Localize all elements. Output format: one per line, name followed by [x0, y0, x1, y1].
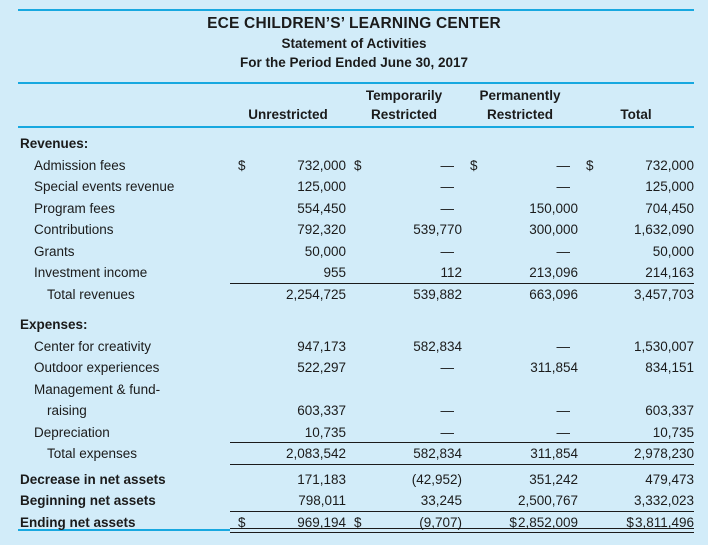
row-value-unrestricted: 554,450: [297, 200, 346, 216]
expenses-heading: Expenses:: [20, 317, 88, 332]
row-value-permanently-restricted: 663,096: [529, 286, 578, 302]
row-value-temporarily-restricted: —: [440, 179, 454, 194]
row-value-total: 2,978,230: [578, 443, 694, 465]
row-value-unrestricted: 2,083,542: [230, 443, 346, 465]
row-value-unrestricted: 50,000: [304, 243, 346, 259]
row-value-unrestricted: 947,173: [297, 338, 346, 354]
table-row: [18, 422, 694, 444]
table-row: [18, 262, 694, 284]
row-value-total: 3,457,703: [633, 286, 694, 302]
spacer-row: [18, 305, 694, 314]
financial-table: [18, 86, 694, 533]
row-value-temporarily-restricted: —: [440, 200, 454, 216]
row-label: Decrease in net assets: [20, 471, 166, 487]
table-row: [18, 241, 694, 263]
row-value-temporarily-restricted: 582,834: [413, 338, 462, 354]
row-label: Management & fund-: [34, 381, 161, 397]
row-value-permanently-restricted: 2,500,767: [462, 490, 578, 512]
currency-symbol: $: [586, 157, 594, 173]
ending-net-assets-row: [18, 512, 694, 534]
revenues-section-header: [18, 133, 694, 155]
row-label: Program fees: [34, 200, 116, 216]
row-value-total: 214,163: [578, 262, 694, 284]
row-value-permanently-restricted: —: [462, 422, 578, 444]
row-value-temporarily-restricted: (42,952): [411, 471, 462, 487]
revenues-heading: Revenues:: [20, 136, 89, 151]
row-value-permanently-restricted: 300,000: [529, 222, 578, 237]
row-label: Depreciation: [34, 424, 110, 440]
row-value-temporarily-restricted: 33,245: [346, 490, 462, 512]
row-value-total: 10,735: [578, 422, 694, 444]
column-header-temporarily-restricted: [346, 86, 462, 124]
row-value-total: 1,632,090: [633, 222, 694, 237]
row-value-permanently-restricted: $ —: [462, 155, 578, 177]
row-label: Ending net assets: [20, 514, 136, 530]
header-rule: [18, 82, 694, 84]
row-value-unrestricted: 10,735: [230, 422, 346, 444]
row-value-temporarily-restricted: —: [346, 422, 462, 444]
row-label: Outdoor experiences: [34, 360, 160, 375]
row-value-unrestricted: 171,183: [297, 471, 346, 487]
currency-symbol: $: [354, 157, 362, 173]
table-row: [18, 357, 694, 379]
column-header-total: [578, 86, 694, 124]
row-value-permanently-restricted: —: [556, 403, 570, 418]
row-value-total: 704,450: [645, 200, 694, 216]
column-header-unrestricted: [230, 86, 346, 124]
row-value-temporarily-restricted: —: [440, 243, 454, 259]
row-value-unrestricted: $ 732,000: [230, 155, 346, 177]
row-label: Beginning net assets: [20, 493, 156, 508]
row-value-unrestricted: 2,254,725: [285, 286, 346, 302]
row-label: Center for creativity: [34, 338, 152, 354]
spacer-row: [18, 124, 694, 133]
total-expenses-row: [18, 443, 694, 465]
row-value-unrestricted: 603,337: [297, 403, 346, 418]
currency-symbol: $: [354, 514, 362, 530]
row-value-permanently-restricted: —: [556, 338, 570, 354]
row-value-unrestricted: 522,297: [297, 360, 346, 375]
row-value-temporarily-restricted: —: [440, 360, 454, 375]
column-header-label: [18, 86, 230, 124]
row-value-unrestricted: 125,000: [297, 179, 346, 194]
row-value-total: 834,151: [645, 360, 694, 375]
row-value-permanently-restricted: —: [556, 179, 570, 194]
row-value-temporarily-restricted: $ (9,707): [346, 512, 462, 534]
row-value-temporarily-restricted: 539,770: [413, 222, 462, 237]
row-label: Contributions: [34, 222, 114, 237]
column-header-row: [18, 86, 694, 124]
document-titles: [0, 13, 708, 72]
row-value-total: $ 732,000: [578, 155, 694, 177]
beginning-net-assets-row: [18, 490, 694, 512]
col3-line2: Restricted: [486, 107, 554, 122]
currency-symbol: $: [238, 514, 246, 530]
table-row: [18, 155, 694, 177]
table-row: [18, 379, 694, 401]
total-revenues-row: [18, 284, 694, 306]
row-value-permanently-restricted: 311,854: [530, 360, 578, 375]
row-value-permanently-restricted: 311,854: [462, 443, 578, 465]
row-value-permanently-restricted: —: [556, 243, 570, 259]
row-value-permanently-restricted: $ 2,852,009: [462, 512, 578, 534]
row-value-temporarily-restricted: 582,834: [346, 443, 462, 465]
col4-line2: Total: [620, 107, 652, 122]
organization-name: ECE CHILDREN’S’ LEARNING CENTER: [207, 15, 501, 32]
column-header-permanently-restricted: [462, 86, 578, 124]
row-value-total: 603,337: [645, 403, 694, 418]
table-row: [18, 198, 694, 220]
statement-period: For the Period Ended June 30, 2017: [239, 55, 469, 70]
row-label: Investment income: [34, 265, 148, 280]
row-value-unrestricted: 792,320: [297, 222, 346, 237]
top-rule: [18, 9, 694, 11]
row-label: Total expenses: [47, 446, 138, 461]
row-value-permanently-restricted: 213,096: [462, 262, 578, 284]
row-label: Grants: [34, 243, 75, 259]
currency-symbol: $: [470, 157, 478, 173]
col2-line1: Temporarily: [365, 88, 443, 103]
decrease-in-net-assets-row: [18, 469, 694, 491]
table-row: [18, 336, 694, 358]
row-value-total: 50,000: [652, 243, 694, 259]
row-value-permanently-restricted: 150,000: [529, 200, 578, 216]
currency-symbol: $: [509, 514, 517, 530]
row-label: Admission fees: [34, 157, 126, 173]
col1-line2: Unrestricted: [248, 107, 328, 122]
table-row: [18, 176, 694, 198]
row-value-unrestricted: 798,011: [230, 490, 346, 512]
expenses-section-header: [18, 314, 694, 336]
currency-symbol: $: [238, 157, 246, 173]
table-row: [18, 219, 694, 241]
row-value-total: $ 3,811,496: [578, 512, 694, 534]
row-label: Special events revenue: [34, 179, 175, 194]
col2-line2: Restricted: [370, 107, 438, 122]
row-label-continuation: raising: [47, 403, 87, 418]
row-value-temporarily-restricted: 112: [346, 262, 462, 284]
row-value-temporarily-restricted: $ —: [346, 155, 462, 177]
row-value-unrestricted: $ 969,194: [230, 512, 346, 534]
row-value-total: 3,332,023: [578, 490, 694, 512]
table-row: [18, 400, 694, 422]
row-label: Total revenues: [47, 286, 135, 302]
statement-name: Statement of Activities: [281, 36, 427, 51]
row-value-total: 125,000: [645, 179, 694, 194]
row-value-permanently-restricted: 351,242: [529, 471, 578, 487]
row-value-unrestricted: 955: [230, 262, 346, 284]
currency-symbol: $: [626, 514, 634, 530]
row-value-temporarily-restricted: —: [440, 403, 454, 418]
col3-line1: Permanently: [479, 88, 561, 103]
row-value-temporarily-restricted: 539,882: [413, 286, 462, 302]
row-value-total: 1,530,007: [633, 338, 694, 354]
row-value-total: 479,473: [645, 471, 694, 487]
